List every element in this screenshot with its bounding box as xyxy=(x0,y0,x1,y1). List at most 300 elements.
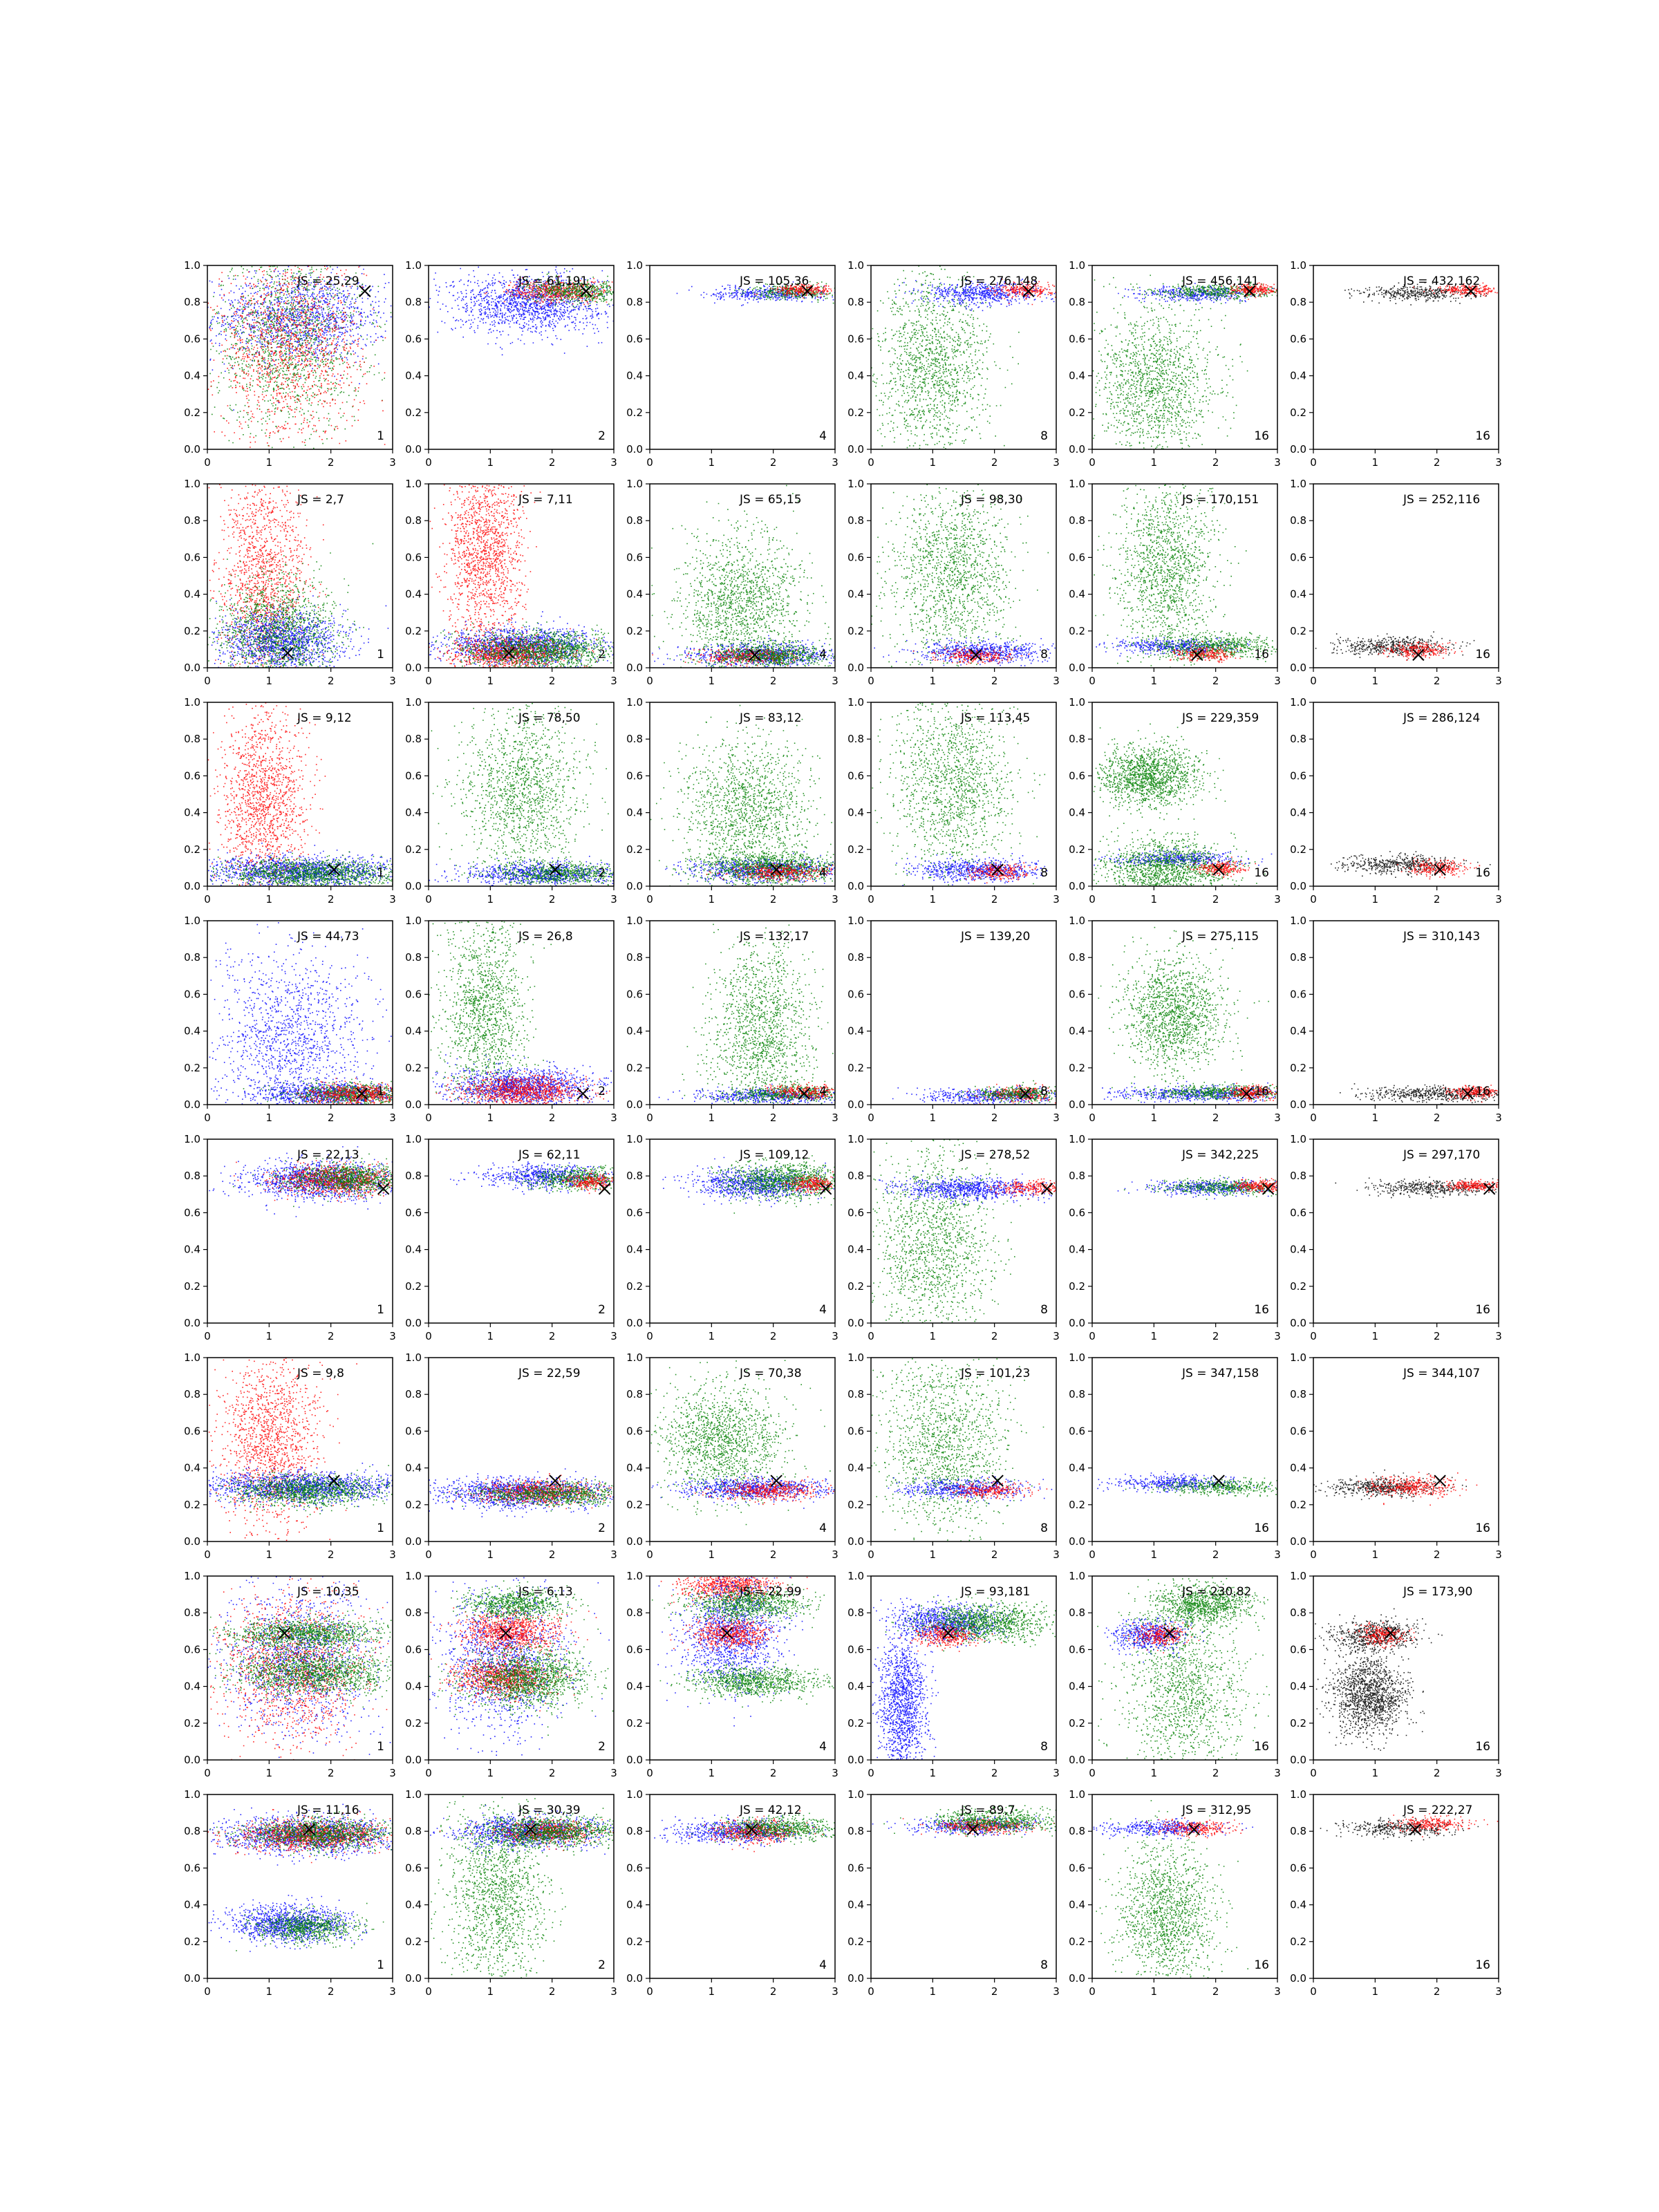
y-tick-label: 1.0 xyxy=(405,1788,422,1801)
y-tick-label: 1.0 xyxy=(184,915,200,927)
y-tick-label: 0.6 xyxy=(847,1425,864,1438)
y-tick-label: 0.0 xyxy=(184,662,200,674)
y-tick-label: 0.8 xyxy=(1069,1825,1085,1838)
panel-count-label: 16 xyxy=(1254,429,1269,443)
x-tick-label: 3 xyxy=(610,1767,617,1779)
x-tick-label: 0 xyxy=(1089,675,1096,687)
x-tick-label: 0 xyxy=(204,1330,211,1342)
y-tick-label: 0.4 xyxy=(1069,1461,1085,1474)
js-score-label: JS = 62,11 xyxy=(518,1148,581,1162)
y-tick-label: 0.8 xyxy=(184,514,200,527)
x-tick-label: 3 xyxy=(389,1767,396,1779)
y-tick-label: 0.6 xyxy=(1069,1862,1085,1875)
y-tick-label: 0.0 xyxy=(626,443,643,456)
x-tick-label: 3 xyxy=(832,1112,838,1124)
y-tick-label: 0.0 xyxy=(1069,1098,1085,1111)
js-score-label: JS = 276,148 xyxy=(961,274,1038,288)
y-tick-label: 0.4 xyxy=(405,806,422,819)
x-tick-label: 2 xyxy=(548,1112,556,1124)
x-tick-label: 3 xyxy=(832,675,838,687)
y-tick-label: 0.6 xyxy=(847,1643,864,1656)
y-tick-label: 0.0 xyxy=(847,662,864,674)
y-tick-label: 0.0 xyxy=(405,880,422,892)
js-score-label: JS = 22,99 xyxy=(740,1585,802,1599)
y-tick-label: 0.2 xyxy=(1290,843,1306,856)
x-tick-label: 0 xyxy=(425,893,432,906)
y-tick-label: 0.2 xyxy=(847,406,864,419)
panel-count-label: 16 xyxy=(1475,1958,1490,1972)
x-tick-label: 0 xyxy=(425,1112,432,1124)
x-tick-label: 1 xyxy=(1150,456,1158,469)
x-tick-label: 1 xyxy=(929,1985,937,1998)
y-tick-label: 0.4 xyxy=(1069,1898,1085,1911)
y-tick-label: 0.4 xyxy=(1069,588,1085,601)
y-tick-label: 0.6 xyxy=(1290,1206,1306,1219)
x-tick-label: 2 xyxy=(769,1985,777,1998)
x-tick-label: 1 xyxy=(265,1330,273,1342)
x-tick-label: 3 xyxy=(832,1985,838,1998)
y-tick-label: 0.6 xyxy=(847,769,864,782)
x-tick-label: 0 xyxy=(646,893,653,906)
y-tick-label: 1.0 xyxy=(847,259,864,272)
y-tick-label: 0.0 xyxy=(1069,443,1085,456)
y-tick-label: 0.4 xyxy=(184,1680,200,1693)
panel-count-label: 4 xyxy=(819,1958,827,1972)
x-tick-label: 0 xyxy=(425,456,432,469)
x-tick-label: 3 xyxy=(1274,1985,1281,1998)
y-tick-label: 0.6 xyxy=(1069,551,1085,564)
x-tick-label: 1 xyxy=(1371,1112,1379,1124)
x-tick-label: 1 xyxy=(265,1985,273,1998)
y-tick-label: 0.6 xyxy=(184,988,200,1001)
y-tick-label: 0.0 xyxy=(1290,1754,1306,1766)
y-tick-label: 0.2 xyxy=(1290,1061,1306,1074)
x-tick-label: 0 xyxy=(1089,893,1096,906)
y-tick-label: 0.8 xyxy=(847,1606,864,1620)
x-tick-label: 3 xyxy=(1053,456,1060,469)
js-score-label: JS = 286,124 xyxy=(1403,711,1481,725)
y-tick-label: 0.0 xyxy=(1069,1317,1085,1329)
x-tick-label: 3 xyxy=(1274,456,1281,469)
panel-count-label: 16 xyxy=(1254,1958,1269,1972)
x-tick-label: 0 xyxy=(425,1548,432,1561)
x-tick-label: 1 xyxy=(487,1330,494,1342)
js-score-label: JS = 101,23 xyxy=(961,1367,1031,1380)
x-tick-label: 0 xyxy=(868,675,874,687)
y-tick-label: 0.6 xyxy=(1069,769,1085,782)
y-tick-label: 0.8 xyxy=(405,733,422,746)
y-tick-label: 0.8 xyxy=(184,1825,200,1838)
x-tick-label: 1 xyxy=(708,456,715,469)
y-tick-label: 0.4 xyxy=(847,806,864,819)
y-tick-label: 0.4 xyxy=(1290,1461,1306,1474)
x-tick-label: 2 xyxy=(548,1985,556,1998)
y-tick-label: 0.6 xyxy=(626,1425,643,1438)
x-tick-label: 2 xyxy=(1433,1112,1441,1124)
y-tick-label: 0.8 xyxy=(1290,1388,1306,1401)
y-tick-label: 0.8 xyxy=(847,951,864,964)
x-tick-label: 2 xyxy=(1433,675,1441,687)
x-tick-label: 3 xyxy=(1053,1548,1060,1561)
x-tick-label: 2 xyxy=(991,1112,998,1124)
y-tick-label: 0.6 xyxy=(184,1862,200,1875)
y-tick-label: 0.4 xyxy=(184,806,200,819)
y-tick-label: 0.2 xyxy=(1069,1935,1085,1948)
x-tick-label: 2 xyxy=(327,1548,335,1561)
x-tick-label: 0 xyxy=(646,1985,653,1998)
y-tick-label: 0.2 xyxy=(1290,1280,1306,1293)
x-tick-label: 2 xyxy=(769,1112,777,1124)
y-tick-label: 0.6 xyxy=(1290,551,1306,564)
y-tick-label: 1.0 xyxy=(184,1133,200,1145)
y-tick-label: 0.8 xyxy=(405,1825,422,1838)
x-tick-label: 1 xyxy=(1150,893,1158,906)
panel-count-label: 2 xyxy=(598,1303,606,1317)
y-tick-label: 0.4 xyxy=(626,1243,643,1256)
x-tick-label: 0 xyxy=(204,1767,211,1779)
y-tick-label: 1.0 xyxy=(1069,1133,1085,1145)
y-tick-label: 1.0 xyxy=(1069,1570,1085,1582)
x-tick-label: 2 xyxy=(1212,456,1219,469)
y-tick-label: 0.6 xyxy=(405,1206,422,1219)
y-tick-label: 0.4 xyxy=(184,1024,200,1038)
y-tick-label: 0.8 xyxy=(626,1170,643,1183)
x-tick-label: 1 xyxy=(1150,1330,1158,1342)
js-score-label: JS = 6,13 xyxy=(518,1585,573,1599)
x-tick-label: 3 xyxy=(610,1548,617,1561)
panel-count-label: 16 xyxy=(1475,1085,1490,1098)
y-tick-label: 0.4 xyxy=(847,1243,864,1256)
y-tick-label: 0.8 xyxy=(1069,1170,1085,1183)
panel-count-label: 8 xyxy=(1040,866,1048,880)
y-tick-label: 0.4 xyxy=(184,1243,200,1256)
x-tick-label: 2 xyxy=(1433,1767,1441,1779)
y-tick-label: 0.2 xyxy=(626,1498,643,1511)
x-tick-label: 3 xyxy=(389,1985,396,1998)
y-tick-label: 0.0 xyxy=(184,443,200,456)
y-tick-label: 0.4 xyxy=(1069,1024,1085,1038)
y-tick-label: 1.0 xyxy=(626,915,643,927)
y-tick-label: 0.6 xyxy=(626,551,643,564)
panel-count-label: 8 xyxy=(1040,1085,1048,1098)
y-tick-label: 1.0 xyxy=(626,1133,643,1145)
x-tick-label: 2 xyxy=(1212,1985,1219,1998)
y-tick-label: 0.2 xyxy=(405,843,422,856)
x-tick-label: 0 xyxy=(1089,1985,1096,1998)
x-tick-label: 0 xyxy=(204,1112,211,1124)
js-score-label: JS = 139,20 xyxy=(961,930,1031,944)
y-tick-label: 0.6 xyxy=(405,1862,422,1875)
x-tick-label: 3 xyxy=(610,456,617,469)
y-tick-label: 0.2 xyxy=(1069,1061,1085,1074)
x-tick-label: 1 xyxy=(1150,1767,1158,1779)
x-tick-label: 3 xyxy=(1274,675,1281,687)
y-tick-label: 0.0 xyxy=(184,1317,200,1329)
js-score-label: JS = 347,158 xyxy=(1182,1367,1259,1380)
x-tick-label: 1 xyxy=(708,1767,715,1779)
js-score-label: JS = 132,17 xyxy=(740,930,809,944)
x-tick-label: 0 xyxy=(1089,1112,1096,1124)
y-tick-label: 1.0 xyxy=(1069,1788,1085,1801)
x-tick-label: 3 xyxy=(610,1112,617,1124)
panel-count-label: 16 xyxy=(1475,1521,1490,1535)
x-tick-label: 2 xyxy=(1212,1767,1219,1779)
x-tick-label: 2 xyxy=(548,893,556,906)
y-tick-label: 1.0 xyxy=(847,1351,864,1364)
y-tick-label: 0.4 xyxy=(405,1898,422,1911)
x-tick-label: 2 xyxy=(1212,893,1219,906)
js-score-label: JS = 230,82 xyxy=(1182,1585,1252,1599)
x-tick-label: 1 xyxy=(708,893,715,906)
x-tick-label: 2 xyxy=(1212,1330,1219,1342)
panel-count-label: 4 xyxy=(819,648,827,662)
y-tick-label: 0.8 xyxy=(626,1825,643,1838)
panel-count-label: 2 xyxy=(598,1958,606,1972)
x-tick-label: 0 xyxy=(425,1330,432,1342)
y-tick-label: 1.0 xyxy=(1069,478,1085,490)
y-tick-label: 0.2 xyxy=(405,1716,422,1730)
x-tick-label: 1 xyxy=(1371,1330,1379,1342)
x-tick-label: 1 xyxy=(1371,1985,1379,1998)
x-tick-label: 1 xyxy=(929,456,937,469)
y-tick-label: 0.2 xyxy=(184,1935,200,1948)
x-tick-label: 1 xyxy=(929,1330,937,1342)
y-tick-label: 0.6 xyxy=(847,1206,864,1219)
js-score-label: JS = 109,12 xyxy=(740,1148,809,1162)
y-tick-label: 0.2 xyxy=(626,1280,643,1293)
x-tick-label: 0 xyxy=(1089,1767,1096,1779)
y-tick-label: 0.0 xyxy=(1069,1535,1085,1548)
y-tick-label: 0.0 xyxy=(1290,1535,1306,1548)
x-tick-label: 3 xyxy=(1053,1985,1060,1998)
y-tick-label: 0.2 xyxy=(184,1716,200,1730)
y-tick-label: 1.0 xyxy=(626,1570,643,1582)
js-score-label: JS = 10,35 xyxy=(297,1585,359,1599)
js-score-label: JS = 25,29 xyxy=(297,274,359,288)
y-tick-label: 0.6 xyxy=(626,769,643,782)
js-score-label: JS = 456,141 xyxy=(1182,274,1259,288)
y-tick-label: 0.2 xyxy=(626,624,643,637)
y-tick-label: 0.4 xyxy=(405,1461,422,1474)
js-score-label: JS = 229,359 xyxy=(1182,711,1259,725)
y-tick-label: 0.4 xyxy=(1290,1898,1306,1911)
js-score-label: JS = 252,116 xyxy=(1403,493,1481,507)
x-tick-label: 2 xyxy=(1433,893,1441,906)
panel-count-label: 16 xyxy=(1254,1521,1269,1535)
x-tick-label: 3 xyxy=(1274,893,1281,906)
y-tick-label: 1.0 xyxy=(1069,1351,1085,1364)
y-tick-label: 0.0 xyxy=(405,1535,422,1548)
y-tick-label: 0.2 xyxy=(184,624,200,637)
panel-count-label: 8 xyxy=(1040,648,1048,662)
panel-count-label: 16 xyxy=(1254,1085,1269,1098)
panel-count-label: 4 xyxy=(819,1521,827,1535)
y-tick-label: 0.8 xyxy=(405,951,422,964)
x-tick-label: 3 xyxy=(832,1548,838,1561)
y-tick-label: 1.0 xyxy=(405,1351,422,1364)
js-score-label: JS = 310,143 xyxy=(1403,930,1481,944)
x-tick-label: 2 xyxy=(327,1985,335,1998)
js-score-label: JS = 170,151 xyxy=(1182,493,1259,507)
y-tick-label: 0.8 xyxy=(184,733,200,746)
y-tick-label: 0.0 xyxy=(184,1754,200,1766)
y-tick-label: 0.0 xyxy=(847,1317,864,1329)
y-tick-label: 0.8 xyxy=(405,514,422,527)
x-tick-label: 0 xyxy=(868,1112,874,1124)
y-tick-label: 0.6 xyxy=(405,988,422,1001)
y-tick-label: 0.4 xyxy=(405,369,422,382)
x-tick-label: 0 xyxy=(1310,1112,1317,1124)
x-tick-label: 2 xyxy=(769,456,777,469)
y-tick-label: 0.8 xyxy=(1290,1606,1306,1620)
panel-count-label: 8 xyxy=(1040,1303,1048,1317)
x-tick-label: 3 xyxy=(832,1767,838,1779)
y-tick-label: 0.0 xyxy=(1290,443,1306,456)
x-tick-label: 1 xyxy=(487,675,494,687)
y-tick-label: 1.0 xyxy=(405,1133,422,1145)
x-tick-label: 3 xyxy=(1274,1548,1281,1561)
y-tick-label: 0.0 xyxy=(1290,1972,1306,1985)
x-tick-label: 0 xyxy=(868,456,874,469)
y-tick-label: 0.4 xyxy=(184,1898,200,1911)
y-tick-label: 1.0 xyxy=(1290,1570,1306,1582)
x-tick-label: 0 xyxy=(646,456,653,469)
y-tick-label: 0.6 xyxy=(1290,332,1306,346)
x-tick-label: 0 xyxy=(204,456,211,469)
x-tick-label: 1 xyxy=(1150,1985,1158,1998)
x-tick-label: 2 xyxy=(548,1767,556,1779)
x-tick-label: 0 xyxy=(646,1112,653,1124)
y-tick-label: 0.6 xyxy=(1290,1862,1306,1875)
js-score-label: JS = 173,90 xyxy=(1403,1585,1473,1599)
x-tick-label: 2 xyxy=(327,675,335,687)
x-tick-label: 3 xyxy=(1274,1330,1281,1342)
panel-count-label: 16 xyxy=(1475,648,1490,662)
y-tick-label: 0.4 xyxy=(847,369,864,382)
y-tick-label: 1.0 xyxy=(1290,1788,1306,1801)
x-tick-label: 0 xyxy=(868,1548,874,1561)
x-tick-label: 3 xyxy=(610,893,617,906)
x-tick-label: 2 xyxy=(548,456,556,469)
y-tick-label: 0.8 xyxy=(626,733,643,746)
y-tick-label: 0.8 xyxy=(626,951,643,964)
y-tick-label: 0.4 xyxy=(405,588,422,601)
y-tick-label: 1.0 xyxy=(1290,259,1306,272)
x-tick-label: 2 xyxy=(1212,1548,1219,1561)
panel-count-label: 2 xyxy=(598,866,606,880)
y-tick-label: 0.2 xyxy=(184,406,200,419)
y-tick-label: 0.4 xyxy=(184,1461,200,1474)
y-tick-label: 0.2 xyxy=(1069,1716,1085,1730)
x-tick-label: 3 xyxy=(610,1985,617,1998)
x-tick-label: 0 xyxy=(204,893,211,906)
y-tick-label: 1.0 xyxy=(184,478,200,490)
x-tick-label: 0 xyxy=(1089,1548,1096,1561)
y-tick-label: 0.2 xyxy=(405,1935,422,1948)
x-tick-label: 2 xyxy=(548,675,556,687)
y-tick-label: 0.6 xyxy=(847,332,864,346)
js-score-label: JS = 312,95 xyxy=(1182,1803,1252,1817)
y-tick-label: 0.8 xyxy=(1069,296,1085,309)
y-tick-label: 0.8 xyxy=(405,1388,422,1401)
x-tick-label: 2 xyxy=(1212,675,1219,687)
x-tick-label: 2 xyxy=(1433,1548,1441,1561)
y-tick-label: 0.6 xyxy=(626,1862,643,1875)
js-score-label: JS = 83,12 xyxy=(740,711,802,725)
y-tick-label: 1.0 xyxy=(1290,478,1306,490)
x-tick-label: 2 xyxy=(769,1330,777,1342)
x-tick-label: 0 xyxy=(646,675,653,687)
x-tick-label: 2 xyxy=(327,1112,335,1124)
y-tick-label: 0.8 xyxy=(1290,733,1306,746)
x-tick-label: 2 xyxy=(548,1330,556,1342)
y-tick-label: 0.2 xyxy=(184,1061,200,1074)
x-tick-label: 2 xyxy=(769,1767,777,1779)
y-tick-label: 0.2 xyxy=(1290,624,1306,637)
x-tick-label: 0 xyxy=(1310,456,1317,469)
y-tick-label: 0.2 xyxy=(405,1498,422,1511)
panel-count-label: 16 xyxy=(1475,1303,1490,1317)
x-tick-label: 1 xyxy=(265,1548,273,1561)
js-score-label: JS = 65,15 xyxy=(740,493,802,507)
x-tick-label: 1 xyxy=(265,1112,273,1124)
x-tick-label: 0 xyxy=(868,893,874,906)
panel-count-label: 1 xyxy=(377,866,384,880)
js-score-label: JS = 98,30 xyxy=(961,493,1023,507)
x-tick-label: 0 xyxy=(1089,1330,1096,1342)
x-tick-label: 2 xyxy=(991,1330,998,1342)
y-tick-label: 1.0 xyxy=(847,1570,864,1582)
x-tick-label: 2 xyxy=(1433,1330,1441,1342)
x-tick-label: 0 xyxy=(646,1767,653,1779)
x-tick-label: 0 xyxy=(868,1767,874,1779)
y-tick-label: 0.6 xyxy=(626,1206,643,1219)
y-tick-label: 0.2 xyxy=(405,406,422,419)
js-score-label: JS = 11,16 xyxy=(297,1803,359,1817)
x-tick-label: 3 xyxy=(1053,1767,1060,1779)
js-score-label: JS = 432,162 xyxy=(1403,274,1481,288)
y-tick-label: 0.0 xyxy=(1069,880,1085,892)
x-tick-label: 1 xyxy=(487,893,494,906)
y-tick-label: 0.2 xyxy=(184,1280,200,1293)
y-tick-label: 0.2 xyxy=(1290,406,1306,419)
x-tick-label: 0 xyxy=(1310,1548,1317,1561)
x-tick-label: 1 xyxy=(487,1112,494,1124)
y-tick-label: 0.4 xyxy=(847,1024,864,1038)
x-tick-label: 3 xyxy=(832,456,838,469)
x-tick-label: 0 xyxy=(646,1330,653,1342)
y-tick-label: 0.0 xyxy=(405,1754,422,1766)
x-tick-label: 1 xyxy=(1371,1548,1379,1561)
y-tick-label: 0.0 xyxy=(405,662,422,674)
y-tick-label: 0.8 xyxy=(184,1606,200,1620)
y-tick-label: 0.8 xyxy=(847,733,864,746)
y-tick-label: 0.6 xyxy=(626,332,643,346)
y-tick-label: 1.0 xyxy=(184,1570,200,1582)
panel-count-label: 4 xyxy=(819,1085,827,1098)
x-tick-label: 1 xyxy=(929,1112,937,1124)
y-tick-label: 1.0 xyxy=(626,1351,643,1364)
y-tick-label: 0.0 xyxy=(847,880,864,892)
x-tick-label: 1 xyxy=(929,1548,937,1561)
y-tick-label: 0.0 xyxy=(626,880,643,892)
panel-count-label: 4 xyxy=(819,866,827,880)
y-tick-label: 0.4 xyxy=(1069,806,1085,819)
js-score-label: JS = 105,36 xyxy=(740,274,809,288)
y-tick-label: 1.0 xyxy=(184,696,200,709)
panel-count-label: 4 xyxy=(819,1303,827,1317)
y-tick-label: 0.2 xyxy=(847,1061,864,1074)
